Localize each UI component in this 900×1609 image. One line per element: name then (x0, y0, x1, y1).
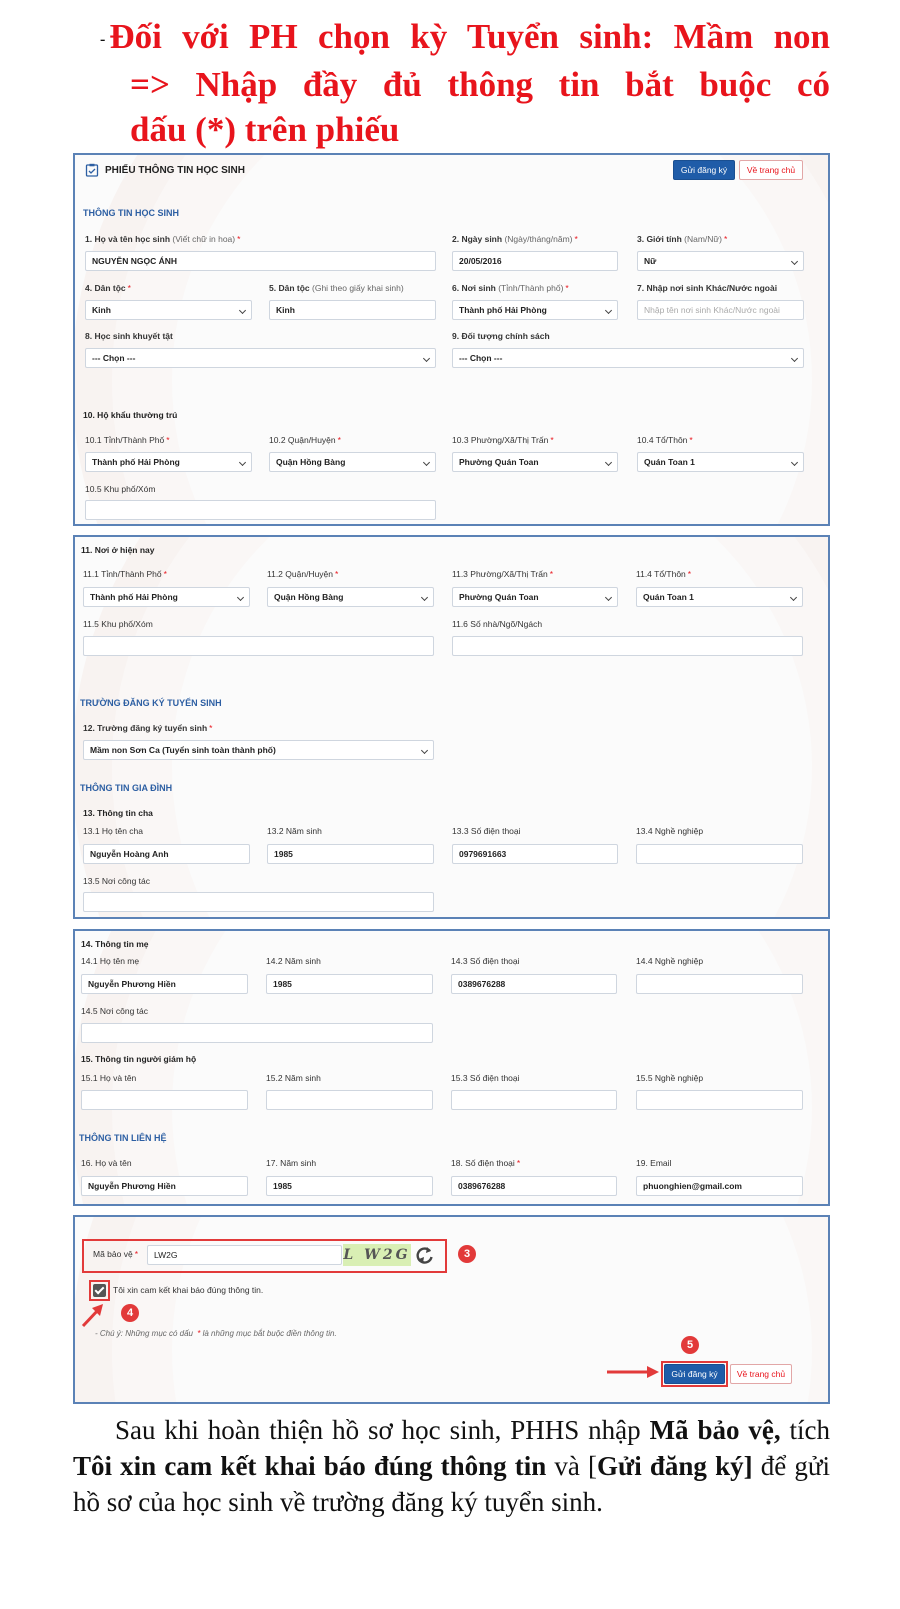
bullet-dash: - (100, 31, 106, 49)
arrow-to-submit-icon (605, 1365, 661, 1379)
f14-1-label: 14.1 Họ tên mẹ (81, 956, 140, 966)
f6-label (452, 283, 569, 293)
f7-label-text: 7. Nhập nơi sinh Khác/Nước ngoài (637, 283, 778, 293)
f12-label-text: 12. Trường đăng ký tuyển sinh (83, 723, 208, 733)
f11-5-label: 11.5 Khu phố/Xóm (83, 619, 153, 629)
guardian-job-input[interactable] (636, 1090, 803, 1110)
current-ward-select[interactable]: Phường Quán Toan (452, 587, 618, 607)
contact-email-input[interactable]: phuonghien@gmail.com (636, 1176, 803, 1196)
f10-4-label (637, 435, 693, 445)
f10-4-required: * (689, 435, 693, 445)
captcha-input[interactable]: LW2G (147, 1245, 342, 1265)
step-3-badge: 3 (458, 1245, 476, 1263)
heading-line-3: dấu (*) trên phiếu (130, 110, 400, 150)
f5-label-text: 5. Dân tộc (269, 283, 310, 293)
f13-5-label: 13.5 Nơi công tác (83, 876, 150, 886)
f1-label-text: 1. Họ và tên học sinh (85, 234, 171, 244)
f6-hint: (Tỉnh/Thành phố) (498, 283, 564, 293)
guardian-name-input[interactable] (81, 1090, 248, 1110)
father-phone-input[interactable]: 0979691663 (452, 844, 618, 864)
father-birth-year-input[interactable]: 1985 (267, 844, 434, 864)
para-bold-1: Mã bảo vệ, (649, 1415, 781, 1445)
f3-label-text: 3. Giới tính (637, 234, 682, 244)
f14-group-label: 14. Thông tin mẹ (81, 939, 149, 949)
f2-hint: (Ngày/tháng/năm) (504, 234, 573, 244)
student-info-panel (73, 153, 830, 526)
school-section-title: TRƯỜNG ĐĂNG KÝ TUYỂN SINH (80, 698, 222, 708)
f17-label: 17. Năm sinh (266, 1158, 317, 1168)
student-section-title: THÔNG TIN HỌC SINH (83, 208, 179, 218)
form-title-text: PHIẾU THÔNG TIN HỌC SINH (105, 164, 246, 176)
f18-label-text: 18. Số điện thoại (451, 1158, 515, 1168)
f13-group-label: 13. Thông tin cha (83, 808, 153, 818)
permanent-ward-select[interactable]: Phường Quán Toan (452, 452, 618, 472)
current-block-input[interactable] (83, 636, 434, 656)
refresh-icon[interactable] (415, 1245, 435, 1265)
f11-2-label (267, 569, 338, 579)
f6-label-text: 6. Nơi sinh (452, 283, 496, 293)
f8-label (85, 331, 173, 341)
para-text-1: Sau khi hoàn thiện hồ sơ học sinh, PHHS nhập (115, 1415, 650, 1445)
f10-group-label: 10. Hộ khẩu thường trú (83, 410, 178, 420)
f16-label: 16. Họ và tên (81, 1158, 132, 1168)
current-district-select[interactable]: Quận Hồng Bàng (267, 587, 434, 607)
f15-1-label: 15.1 Họ và tên (81, 1073, 137, 1083)
f11-4-label (636, 569, 691, 579)
house-number-input[interactable] (452, 636, 803, 656)
f11-3-label (452, 569, 553, 579)
instruction-heading (100, 14, 830, 152)
birthplace-select[interactable]: Thành phố Hải Phòng (452, 300, 618, 320)
home-button[interactable]: Về trang chủ (730, 1364, 792, 1384)
f3-required: * (723, 234, 728, 244)
f10-2-label (269, 435, 341, 445)
mother-job-input[interactable] (636, 974, 803, 994)
f10-4-label-text: 10.4 Tổ/Thôn (637, 435, 688, 445)
permanent-province-select[interactable]: Thành phố Hải Phòng (85, 452, 252, 472)
f10-2-label-text: 10.2 Quận/Huyện (269, 435, 336, 445)
f1-required: * (237, 234, 241, 244)
mother-name-input[interactable]: Nguyễn Phương Hiền (81, 974, 248, 994)
f8-label-text: 8. Học sinh khuyết tật (85, 331, 173, 341)
contact-section-title: THÔNG TIN LIÊN HỆ (79, 1133, 167, 1143)
f18-label (451, 1158, 520, 1168)
f12-required: * (209, 723, 213, 733)
f9-label (452, 331, 550, 341)
f4-label (85, 283, 131, 293)
f11-4-label-text: 11.4 Tổ/Thôn (636, 569, 686, 579)
current-province-select[interactable]: Thành phố Hải Phòng (83, 587, 250, 607)
father-workplace-input[interactable] (83, 892, 434, 912)
f11-3-label-text: 11.3 Phường/Xã/Thị Trấn (452, 569, 548, 579)
policy-select[interactable]: --- Chọn --- (452, 348, 804, 368)
f2-required: * (574, 234, 578, 244)
captcha-required: * (134, 1249, 139, 1259)
other-birthplace-input[interactable]: Nhập tên nơi sinh Khác/Nước ngoài (637, 300, 804, 320)
f10-1-label-text: 10.1 Tỉnh/Thành Phố (85, 435, 165, 445)
para-text-2: tích (780, 1415, 831, 1445)
f13-4-label: 13.4 Nghề nghiệp (636, 826, 704, 836)
f12-label (83, 723, 212, 733)
f11-2-label-text: 11.2 Quận/Huyện (267, 569, 333, 579)
para-text-4: để gửi hồ sơ của học sinh về trường đăng ký tuyển sinh. (73, 1451, 831, 1517)
f5-label (269, 283, 404, 293)
permanent-hamlet-select[interactable]: Quán Toan 1 (637, 452, 804, 472)
para-bold-3: Gửi đăng ký] (597, 1451, 753, 1481)
step-4-badge: 4 (121, 1304, 139, 1322)
father-job-input[interactable] (636, 844, 803, 864)
f11-2-required: * (335, 569, 339, 579)
captcha-label (93, 1249, 138, 1259)
f11-6-label: 11.6 Số nhà/Ngõ/Ngách (452, 619, 543, 629)
note-prefix: - Chú ý: Những mục có dấu (95, 1329, 194, 1338)
f3-label (637, 234, 727, 244)
f13-3-label: 13.3 Số điện thoại (452, 826, 521, 836)
f5-hint: (Ghi theo giấy khai sinh) (312, 283, 404, 293)
f11-3-required: * (549, 569, 553, 579)
instruction-paragraph (73, 1412, 830, 1520)
clipboard-check-icon (85, 163, 99, 177)
submit-button[interactable]: Gửi đăng ký (664, 1364, 725, 1384)
f14-4-label: 14.4 Nghề nghiệp (636, 956, 704, 966)
arrow-to-checkbox-icon (79, 1301, 109, 1329)
f10-2-required: * (337, 435, 341, 445)
ethnicity-birthcert-input[interactable]: Kinh (269, 300, 436, 320)
f10-3-label-text: 10.3 Phường/Xã/Thị Trấn (452, 435, 549, 445)
f4-label-text: 4. Dân tộc (85, 283, 126, 293)
f15-5-label: 15.5 Nghề nghiệp (636, 1073, 704, 1083)
contact-name-input[interactable]: Nguyễn Phương Hiền (81, 1176, 248, 1196)
heading-line-2: => Nhập đầy đủ thông tin bắt buộc có (130, 65, 830, 105)
f11-1-required: * (163, 569, 167, 579)
note-required-mark: * (197, 1329, 201, 1338)
f1-hint: (Viết chữ in hoa) (172, 234, 236, 244)
f7-label (637, 283, 777, 293)
family-section-title: THÔNG TIN GIA ĐÌNH (80, 783, 173, 793)
mother-workplace-input[interactable] (81, 1023, 433, 1043)
f14-3-label: 14.3 Số điện thoại (451, 956, 520, 966)
school-select[interactable]: Mầm non Sơn Ca (Tuyển sinh toàn thành phố) (83, 740, 434, 760)
f11-group-label: 11. Nơi ở hiện nay (81, 545, 155, 555)
top-home-button[interactable]: Về trang chủ (739, 160, 803, 180)
birth-date-input[interactable]: 20/05/2016 (452, 251, 618, 271)
current-hamlet-select[interactable]: Quán Toan 1 (636, 587, 803, 607)
guardian-phone-input[interactable] (451, 1090, 617, 1110)
commit-checkbox[interactable] (93, 1284, 106, 1297)
f10-3-required: * (550, 435, 554, 445)
f10-1-required: * (166, 435, 170, 445)
f6-required: * (565, 283, 569, 293)
mother-phone-input[interactable]: 0389676288 (451, 974, 617, 994)
gender-select[interactable]: Nữ (637, 251, 804, 271)
f15-3-label: 15.3 Số điện thoại (451, 1073, 520, 1083)
f19-label: 19. Email (636, 1158, 672, 1168)
f10-5-label: 10.5 Khu phố/Xóm (85, 484, 156, 494)
captcha-image: L W2G (343, 1244, 411, 1266)
permanent-block-input[interactable] (85, 500, 436, 520)
f14-5-label: 14.5 Nơi công tác (81, 1006, 148, 1016)
student-name-input[interactable]: NGUYỄN NGỌC ÁNH (85, 251, 436, 271)
f18-required: * (516, 1158, 521, 1168)
captcha-label-text: Mã bảo vệ (93, 1249, 133, 1259)
required-note (95, 1329, 337, 1338)
f3-hint: (Nam/Nữ) (684, 234, 722, 244)
f10-3-label (452, 435, 554, 445)
f13-1-label: 13.1 Họ tên cha (83, 826, 144, 836)
disability-select[interactable]: --- Chọn --- (85, 348, 436, 368)
f1-label (85, 234, 240, 244)
f2-label (452, 234, 578, 244)
submit-panel (73, 1215, 830, 1404)
contact-phone-input[interactable]: 0389676288 (451, 1176, 617, 1196)
form-title (85, 163, 245, 177)
top-submit-button[interactable]: Gửi đăng ký (673, 160, 735, 180)
permanent-district-select[interactable]: Quận Hồng Bàng (269, 452, 436, 472)
father-name-input[interactable]: Nguyễn Hoàng Anh (83, 844, 250, 864)
heading-line-1: Đối với PH chọn kỳ Tuyển sinh: Mầm non (109, 17, 830, 56)
f13-2-label: 13.2 Năm sinh (267, 826, 322, 836)
mother-guardian-contact-panel (73, 929, 830, 1206)
f15-2-label: 15.2 Năm sinh (266, 1073, 321, 1083)
contact-birth-year-input[interactable]: 1985 (266, 1176, 433, 1196)
f9-label-text: 9. Đối tượng chính sách (452, 331, 550, 341)
f2-label-text: 2. Ngày sinh (452, 234, 503, 244)
f11-4-required: * (687, 569, 692, 579)
para-text-3: và [ (546, 1451, 598, 1481)
residence-family-panel (73, 535, 830, 919)
f10-1-label (85, 435, 170, 445)
ethnicity-select[interactable]: Kinh (85, 300, 252, 320)
commit-label: Tôi xin cam kết khai báo đúng thông tin. (113, 1285, 264, 1295)
para-bold-2: Tôi xin cam kết khai báo đúng thông tin (73, 1451, 547, 1481)
f15-group-label: 15. Thông tin người giám hộ (81, 1054, 197, 1064)
mother-birth-year-input[interactable]: 1985 (266, 974, 433, 994)
f14-2-label: 14.2 Năm sinh (266, 956, 321, 966)
step-5-badge: 5 (681, 1336, 699, 1354)
f4-required: * (127, 283, 131, 293)
f11-1-label (83, 569, 167, 579)
note-suffix: là những mục bắt buộc điền thông tin. (202, 1329, 337, 1338)
f11-1-label-text: 11.1 Tỉnh/Thành Phố (83, 569, 162, 579)
guardian-birth-year-input[interactable] (266, 1090, 433, 1110)
